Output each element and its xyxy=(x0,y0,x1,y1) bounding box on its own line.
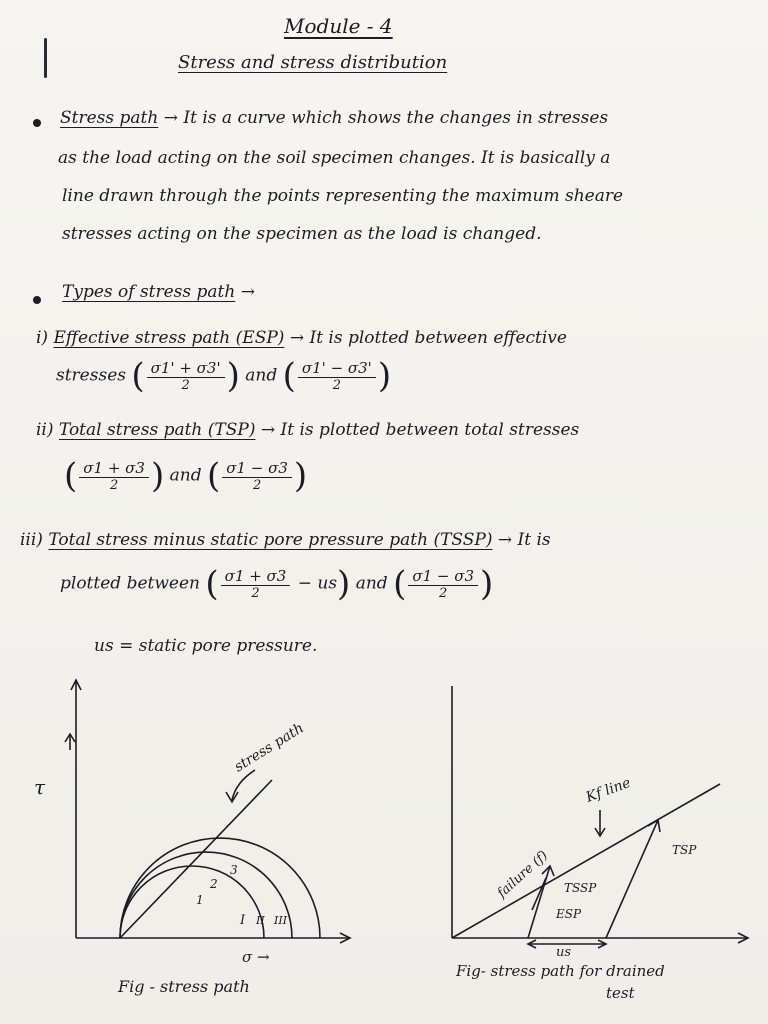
drained-test-figure xyxy=(410,670,760,1010)
tsp-row-2: ( $\frac{\sigma 1 + \sigma 3}{2}$ ) and ( $\frac{\sigma 1 - \sigma 3}{2}$ ) xyxy=(64,456,308,496)
us-label: us xyxy=(556,945,572,960)
esp-prefix: stresses xyxy=(56,365,126,386)
circle-label-2: 2 xyxy=(210,877,218,891)
tssp-desc: → It is xyxy=(497,530,551,550)
arrow: → xyxy=(163,108,178,128)
failure-label: failure (f) xyxy=(494,848,551,901)
tssp-segment xyxy=(532,878,546,910)
tssp-row-1 xyxy=(20,530,551,550)
esp-fraction-1: $\frac{\sigma 1' + \sigma 3'}{2}$ xyxy=(147,359,225,393)
minus-us: − us xyxy=(297,573,338,594)
esp-name: Effective stress path (ESP) xyxy=(53,328,285,348)
circle-label-1: 1 xyxy=(196,893,204,907)
esp-fraction-2: $\frac{\sigma 1' - \sigma 3'}{2}$ xyxy=(298,359,376,393)
stress-path-line-3: line drawn through the points representing the maximum sheare xyxy=(62,186,624,206)
y-axis-label: τ xyxy=(34,775,46,799)
margin-mark xyxy=(44,38,47,78)
stress-path-term: Stress path xyxy=(60,108,159,128)
tssp-prefix: plotted between xyxy=(60,573,200,594)
tsp-desc: → It is plotted between total stresses xyxy=(260,420,580,440)
types-heading-row xyxy=(62,282,255,302)
tsp-line xyxy=(606,820,658,938)
circle-label-3: 3 xyxy=(230,863,238,877)
item-number: iii) xyxy=(20,530,43,550)
left-figure-caption: Fig - stress path xyxy=(118,977,250,996)
arrow: → xyxy=(240,282,255,302)
axis-label-2: II xyxy=(256,914,265,927)
kf-line-label: Kf line xyxy=(583,774,633,806)
stress-path-line-4: stresses acting on the specimen as the load is changed. xyxy=(62,224,542,244)
item-number: ii) xyxy=(36,420,54,440)
x-axis-label: σ → xyxy=(242,948,270,966)
mohr-circle-2 xyxy=(120,852,292,938)
tsp-fraction-2: $\frac{\sigma 1 - \sigma 3}{2}$ xyxy=(222,459,292,493)
page-title: Module - 4 xyxy=(284,14,393,38)
tsp-name: Total stress path (TSP) xyxy=(58,420,256,440)
right-figure-caption-2: test xyxy=(606,984,635,1002)
tsp-row-1 xyxy=(36,420,579,440)
tssp-fraction-1: $\frac{\sigma 1 + \sigma 3}{2}$ xyxy=(221,567,291,601)
tssp-label: TSSP xyxy=(564,881,597,895)
right-figure-caption-1: Fig- stress path for drained xyxy=(456,962,665,980)
bullet xyxy=(33,296,41,304)
esp-row-2: stresses ( $\frac{\sigma 1' + \sigma 3'}{2}$ ) and ( $\frac{\sigma 1' - \sigma 3'}{2}$ ) xyxy=(56,356,392,396)
stress-path-line-2: as the load acting on the soil specimen changes. It is basically a xyxy=(58,148,611,168)
tsp-label: TSP xyxy=(672,843,697,857)
esp-row-1 xyxy=(36,328,567,348)
tsp-fraction-1: $\frac{\sigma 1 + \sigma 3}{2}$ xyxy=(79,459,149,493)
tssp-row-2: plotted between ( $\frac{\sigma 1 + \sigma 3}{2}$ − us) and ( $\frac{\sigma 1 - \sigma 3}{2}$ ) xyxy=(60,564,494,604)
us-definition: us = static pore pressure. xyxy=(94,636,318,656)
stress-path-line xyxy=(120,780,272,938)
item-number: i) xyxy=(36,328,49,348)
connector: and xyxy=(245,365,278,386)
esp-label: ESP xyxy=(556,907,582,921)
axis-label-1: I xyxy=(240,913,246,928)
axis-label-3: III xyxy=(274,914,288,927)
tssp-fraction-2: $\frac{\sigma 1 - \sigma 3}{2}$ xyxy=(408,567,478,601)
types-heading: Types of stress path xyxy=(62,282,236,302)
annotation-label: stress path xyxy=(231,720,307,776)
page-subtitle: Stress and stress distribution xyxy=(178,52,448,73)
esp-desc: → It is plotted between effective xyxy=(289,328,567,348)
bullet xyxy=(33,119,41,127)
tssp-name: Total stress minus static pore pressure path (TSSP) xyxy=(48,530,493,550)
kf-line xyxy=(452,784,720,938)
stress-path-text-1: It is a curve which shows the changes in stresses xyxy=(183,108,609,128)
connector: and xyxy=(169,465,202,486)
connector: and xyxy=(355,573,388,594)
stress-path-figure xyxy=(10,670,390,1010)
stress-path-line-1 xyxy=(60,108,608,128)
